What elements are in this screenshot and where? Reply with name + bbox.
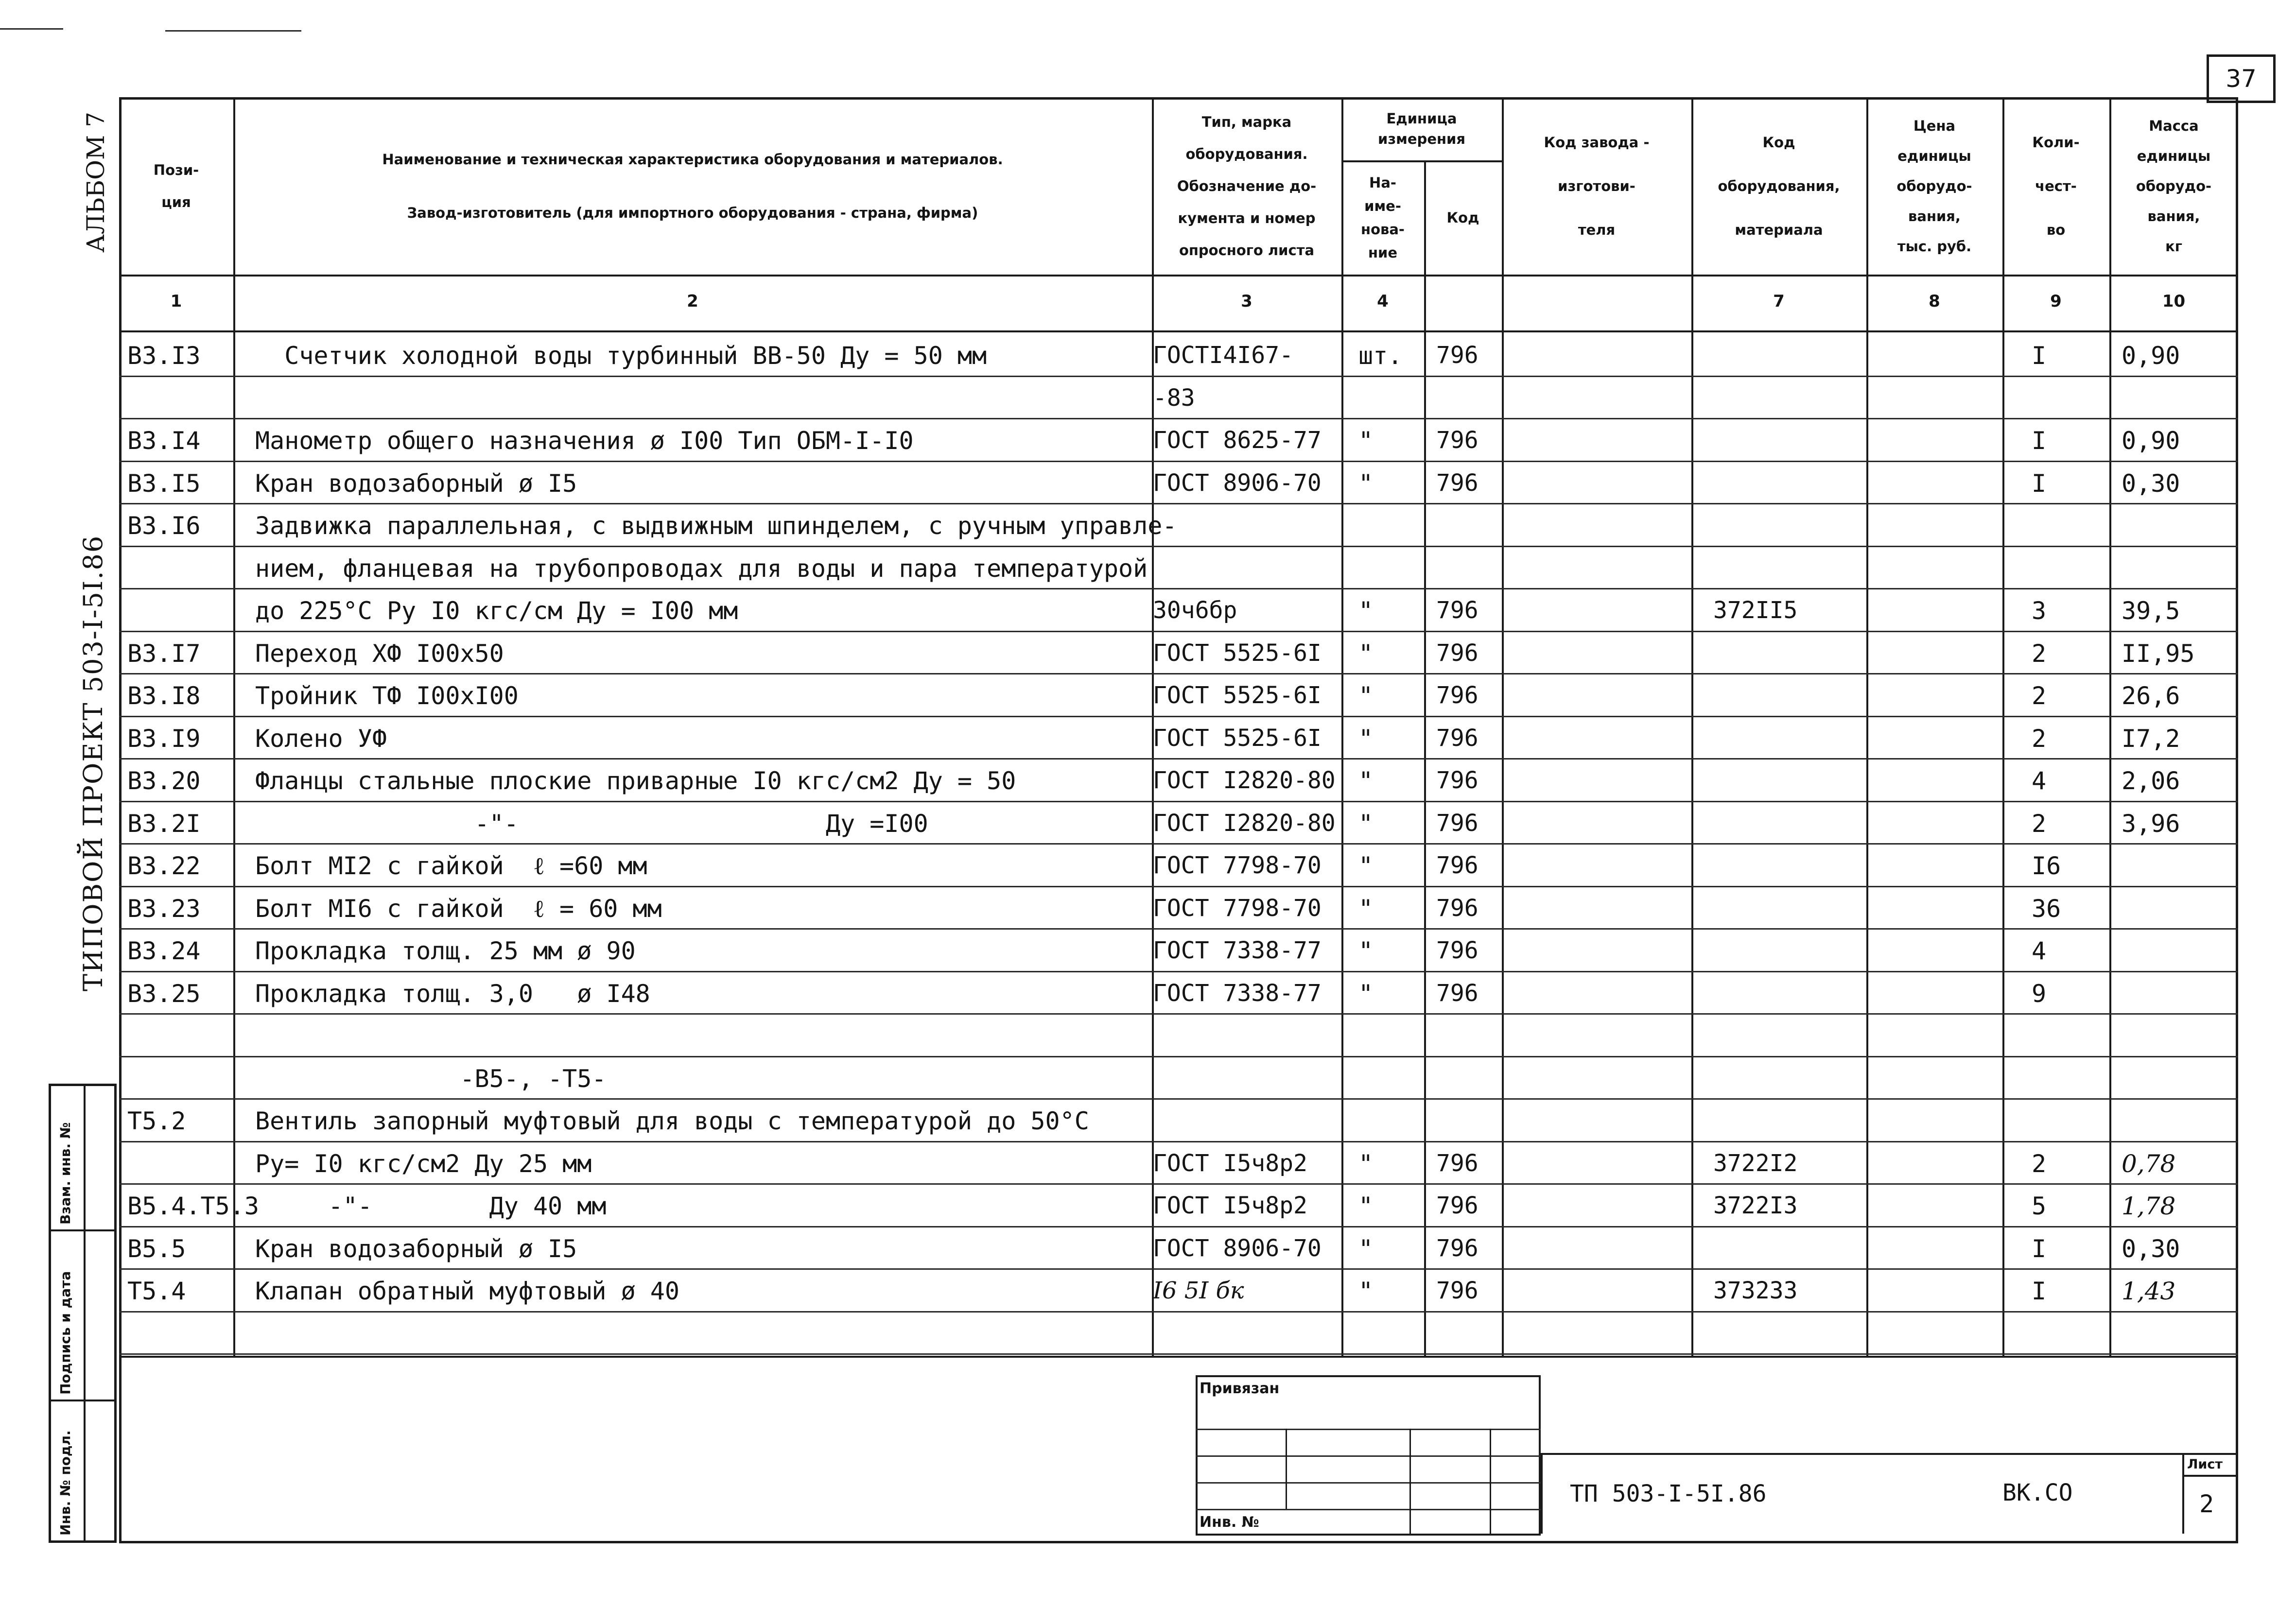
cell-qty: I xyxy=(2032,1234,2047,1263)
table-bottom-line xyxy=(119,1356,2238,1358)
row-divider xyxy=(119,1098,2238,1100)
cell-unit: " xyxy=(1358,852,1374,880)
cell-doc: -83 xyxy=(1153,384,1195,412)
cell-pos: В3.I3 xyxy=(127,342,201,370)
row-divider xyxy=(119,376,2238,377)
header-unit-mass: Масса единицы оборудо- вания, кг xyxy=(2136,117,2212,255)
scan-mark xyxy=(165,30,301,32)
binding-label: Привязан xyxy=(1200,1380,1280,1397)
cell-code: 796 xyxy=(1436,427,1478,454)
cell-name: нием, фланцевая на трубопроводах для воды и пара температурой xyxy=(255,554,1148,583)
header-type: Тип, марка оборудования. Обозначение до- кумента и номер опросного листа xyxy=(1177,113,1317,259)
cell-mass: 26,6 xyxy=(2122,682,2180,710)
cell-code: 796 xyxy=(1436,1149,1478,1177)
cell-qty: I xyxy=(2032,427,2047,455)
col-divider xyxy=(1691,97,1693,1356)
header-unit-group: Единица измерения xyxy=(1378,110,1465,147)
cell-doc: ГОСТ 7798-70 xyxy=(1153,852,1322,879)
cell-doc: ГОСТ I2820-80 xyxy=(1153,809,1336,837)
colnum: 10 xyxy=(2162,292,2186,311)
cell-code: 796 xyxy=(1436,597,1478,624)
cell-code: 796 xyxy=(1436,767,1478,794)
cell-unit: " xyxy=(1358,1192,1374,1220)
cell-name: Переход ХФ I00х50 xyxy=(255,639,504,668)
col-divider xyxy=(233,97,235,1356)
cell-qty: 5 xyxy=(2032,1192,2047,1220)
cell-mass: I7,2 xyxy=(2122,724,2180,753)
cell-unit: " xyxy=(1358,979,1374,1008)
cell-pos: В3.25 xyxy=(127,979,201,1008)
cell-unit: " xyxy=(1358,809,1374,838)
sheet-number: 2 xyxy=(2199,1490,2214,1518)
binding-col xyxy=(1286,1429,1287,1509)
colnum: 1 xyxy=(170,292,182,311)
cell-pos: В3.24 xyxy=(127,937,201,965)
cell-doc: ГОСТ I5ч8р2 xyxy=(1153,1192,1307,1219)
cell-qty: 2 xyxy=(2032,682,2047,710)
cell-code: 796 xyxy=(1436,809,1478,837)
cell-qty: I6 xyxy=(2032,852,2061,880)
cell-unit: " xyxy=(1358,724,1374,753)
colnum-bottom-line xyxy=(119,330,2238,332)
cell-name: Ру= I0 кгс/см2 Ду 25 мм xyxy=(255,1149,592,1178)
cell-name: Задвижка параллельная, с выдвижным шпинделем, с ручным управле- xyxy=(255,512,1177,540)
binding-line xyxy=(1196,1455,1541,1457)
cell-name: Прокладка толщ. 25 мм ø 90 xyxy=(255,937,636,965)
cell-pos: В3.22 xyxy=(127,852,201,880)
cell-mass: 0,90 xyxy=(2122,427,2180,455)
stamp-field-replaced-inv: Взам. инв. № xyxy=(57,1122,73,1225)
cell-code: 796 xyxy=(1436,852,1478,879)
cell-unit: " xyxy=(1358,427,1374,455)
cell-qty: I xyxy=(2032,1277,2047,1305)
row-divider xyxy=(119,971,2238,972)
cell-pos: В3.23 xyxy=(127,894,201,923)
cell-qty: 2 xyxy=(2032,809,2047,838)
colnum: 9 xyxy=(2050,292,2062,311)
row-divider xyxy=(119,1268,2238,1270)
cell-pos: В3.2I xyxy=(127,809,201,838)
row-divider xyxy=(119,461,2238,462)
cell-name: Кран водозаборный ø I5 xyxy=(255,469,577,498)
row-divider xyxy=(119,631,2238,632)
row-divider xyxy=(119,588,2238,589)
cell-name: Кран водозаборный ø I5 xyxy=(255,1234,577,1263)
cell-doc: ГОСТ 8906-70 xyxy=(1153,1234,1322,1262)
cell-doc: I6 5I бк xyxy=(1153,1277,1244,1304)
binding-line xyxy=(1196,1482,1541,1484)
cell-qty: 2 xyxy=(2032,639,2047,668)
cell-code: 796 xyxy=(1436,894,1478,922)
header-name-line2: Завод-изготовитель (для импортного оборудования - страна, фирма) xyxy=(407,204,978,221)
col-divider xyxy=(2002,97,2004,1356)
cell-doc: ГОСТ 7338-77 xyxy=(1153,979,1322,1007)
cell-mass: 0,30 xyxy=(2122,1234,2180,1263)
cell-unit: " xyxy=(1358,682,1374,710)
row-divider xyxy=(119,1226,2238,1227)
header-factory-code: Код завода - изготови- теля xyxy=(1544,134,1650,238)
header-position: Пози- ция xyxy=(153,161,199,210)
sheet-box-line xyxy=(2182,1475,2238,1477)
cell-code: 796 xyxy=(1436,342,1478,369)
project-label: ТИПОВОЙ ПРОЕКТ 503-I-5I.86 xyxy=(78,535,108,991)
header-unit-code: Код xyxy=(1446,209,1479,226)
header-unit-name: На- име- нова- ние xyxy=(1361,174,1405,261)
cell-mass: 0,78 xyxy=(2122,1149,2176,1178)
cell-code: 796 xyxy=(1436,682,1478,709)
cell-pos: В3.I7 xyxy=(127,639,201,668)
cell-name: Фланцы стальные плоские приварные I0 кгс/см2 Ду = 50 xyxy=(255,767,1016,795)
cell-pos: В3.I4 xyxy=(127,427,201,455)
binding-line xyxy=(1196,1509,1541,1510)
cell-qty: I xyxy=(2032,342,2047,370)
cell-qty: 36 xyxy=(2032,894,2061,923)
row-divider xyxy=(119,1141,2238,1142)
cell-qty: I xyxy=(2032,469,2047,498)
cell-doc: ГОСТ 5525-6I xyxy=(1153,639,1322,667)
cell-unit: " xyxy=(1358,1149,1374,1178)
cell-pos: В5.4.Т5.3 xyxy=(127,1192,259,1220)
stamp-field-original-inv: Инв. № подл. xyxy=(57,1430,73,1536)
cell-name: Болт МI6 с гайкой ℓ = 60 мм xyxy=(255,894,662,923)
cell-qty: 4 xyxy=(2032,937,2047,965)
row-divider xyxy=(119,1013,2238,1015)
cell-mass: 3,96 xyxy=(2122,809,2180,838)
row-divider xyxy=(119,716,2238,717)
cell-pos: В3.20 xyxy=(127,767,201,795)
cell-name: Клапан обратный муфтовый ø 40 xyxy=(255,1277,679,1305)
row-divider xyxy=(119,673,2238,674)
cell-equip: 3722I3 xyxy=(1713,1192,1798,1219)
colnum: 2 xyxy=(687,292,698,311)
col-divider xyxy=(1502,97,1504,1356)
binding-col xyxy=(1490,1429,1491,1536)
cell-name: -"- Ду =I00 xyxy=(255,809,928,838)
cell-doc: ГОСТ 7798-70 xyxy=(1153,894,1322,922)
cell-name: -В5-, -Т5- xyxy=(255,1064,607,1093)
cell-name: Тройник ТФ I00хI00 xyxy=(255,682,519,710)
row-divider xyxy=(119,1311,2238,1313)
cell-pos: В3.I6 xyxy=(127,512,201,540)
colnum: 7 xyxy=(1773,292,1785,311)
inventory-label: Инв. № xyxy=(1200,1514,1259,1531)
cell-unit: " xyxy=(1358,639,1374,668)
header-name xyxy=(233,97,1152,275)
cell-pos: В3.I8 xyxy=(127,682,201,710)
row-divider xyxy=(119,1353,2238,1355)
cell-doc: ГОСТ I2820-80 xyxy=(1153,767,1336,794)
colnum: 8 xyxy=(1929,292,1940,311)
binding-col xyxy=(1409,1429,1411,1536)
page-number: 37 xyxy=(2207,54,2276,103)
row-divider xyxy=(119,418,2238,419)
cell-equip: 372II5 xyxy=(1713,597,1798,624)
cell-code: 796 xyxy=(1436,1277,1478,1304)
cell-name: Прокладка толщ. 3,0 ø I48 xyxy=(255,979,650,1008)
cell-doc: ГОСТ 8625-77 xyxy=(1153,427,1322,454)
cell-name: Счетчик холодной воды турбинный ВВ-50 Ду = 50 мм xyxy=(255,342,987,370)
cell-doc: ГОСТ 5525-6I xyxy=(1153,682,1322,709)
row-divider xyxy=(119,758,2238,760)
cell-mass: 0,30 xyxy=(2122,469,2180,498)
colnum: 3 xyxy=(1241,292,1252,311)
col-divider xyxy=(1341,97,1343,1356)
cell-name: Вентиль запорный муфтовый для воды с температурой до 50°С xyxy=(255,1107,1089,1135)
cell-unit: " xyxy=(1358,1277,1374,1305)
row-divider xyxy=(119,801,2238,802)
cell-doc: ГОСТ I5ч8р2 xyxy=(1153,1149,1307,1177)
cell-mass: 0,90 xyxy=(2122,342,2180,370)
cell-unit: " xyxy=(1358,1234,1374,1263)
header-unit-price: Цена единицы оборудо- вания, тыс. руб. xyxy=(1896,117,1972,255)
album-label: АЛЬБОМ 7 xyxy=(82,112,110,253)
cell-qty: 2 xyxy=(2032,1149,2047,1178)
cell-unit: " xyxy=(1358,469,1374,498)
row-divider xyxy=(119,886,2238,887)
cell-qty: 2 xyxy=(2032,724,2047,753)
cell-name: Манометр общего назначения ø I00 Тип ОБМ-I-I0 xyxy=(255,427,914,455)
row-divider xyxy=(119,1056,2238,1057)
cell-code: 796 xyxy=(1436,639,1478,667)
cell-name: Колено УФ xyxy=(255,724,387,753)
stamp-field-signature-date: Подпись и дата xyxy=(57,1271,73,1395)
cell-code: 796 xyxy=(1436,1192,1478,1219)
row-divider xyxy=(119,1183,2238,1185)
colnum: 4 xyxy=(1377,292,1389,311)
cell-pos: В3.I5 xyxy=(127,469,201,498)
cell-unit: " xyxy=(1358,767,1374,795)
section-code: ВК.СО xyxy=(2002,1479,2073,1506)
cell-qty: 4 xyxy=(2032,767,2047,795)
cell-qty: 3 xyxy=(2032,597,2047,625)
row-divider xyxy=(119,928,2238,930)
binding-line xyxy=(1196,1429,1541,1430)
cell-name: до 225°С Ру I0 кгс/см Ду = I00 мм xyxy=(255,597,738,625)
cell-equip: 3722I2 xyxy=(1713,1149,1798,1177)
header-equipment-code: Код оборудования, материала xyxy=(1718,134,1840,238)
cell-mass: 39,5 xyxy=(2122,597,2180,625)
cell-code: 796 xyxy=(1436,937,1478,964)
cell-doc: ГОСТI4I67- xyxy=(1153,342,1293,369)
cell-qty: 9 xyxy=(2032,979,2047,1008)
cell-doc: ГОСТ 7338-77 xyxy=(1153,937,1322,964)
cell-mass: II,95 xyxy=(2122,639,2195,668)
cell-unit: " xyxy=(1358,597,1374,625)
cell-name: -"- Ду 40 мм xyxy=(255,1192,607,1220)
sheet-label: Лист xyxy=(2187,1457,2223,1472)
cell-name: Болт МI2 с гайкой ℓ =60 мм xyxy=(255,852,647,880)
cell-code: 796 xyxy=(1436,724,1478,752)
cell-code: 796 xyxy=(1436,1234,1478,1262)
row-divider xyxy=(119,503,2238,504)
cell-doc: ГОСТ 8906-70 xyxy=(1153,469,1322,497)
cell-equip: 373233 xyxy=(1713,1277,1798,1304)
col-divider xyxy=(1866,97,1868,1356)
margin-stamp-line xyxy=(49,1229,117,1231)
cell-code: 796 xyxy=(1436,469,1478,497)
margin-stamp-line xyxy=(49,1400,117,1401)
header-quantity: Коли- чест- во xyxy=(2032,134,2080,238)
cell-mass: 1,78 xyxy=(2122,1192,2176,1220)
col-divider xyxy=(2109,97,2111,1356)
cell-mass: 1,43 xyxy=(2122,1277,2176,1305)
scan-mark xyxy=(0,28,63,30)
cell-pos: В5.5 xyxy=(127,1234,186,1263)
header-bottom-line xyxy=(119,275,2238,276)
cell-doc: ГОСТ 5525-6I xyxy=(1153,724,1322,752)
cell-unit: " xyxy=(1358,937,1374,965)
header-name-line1: Наименование и техническая характеристика оборудования и материалов. xyxy=(382,151,1003,168)
designation: ТП 503-I-5I.86 xyxy=(1570,1480,1767,1507)
cell-code: 796 xyxy=(1436,979,1478,1007)
cell-mass: 2,06 xyxy=(2122,767,2180,795)
cell-pos: В3.I9 xyxy=(127,724,201,753)
cell-pos: Т5.2 xyxy=(127,1107,186,1135)
cell-pos: Т5.4 xyxy=(127,1277,186,1305)
margin-stamp-divider xyxy=(84,1085,86,1542)
cell-unit: шт. xyxy=(1358,342,1403,370)
cell-unit: " xyxy=(1358,894,1374,923)
row-divider xyxy=(119,546,2238,547)
row-divider xyxy=(119,843,2238,845)
cell-doc: 30ч6бр xyxy=(1153,597,1237,624)
